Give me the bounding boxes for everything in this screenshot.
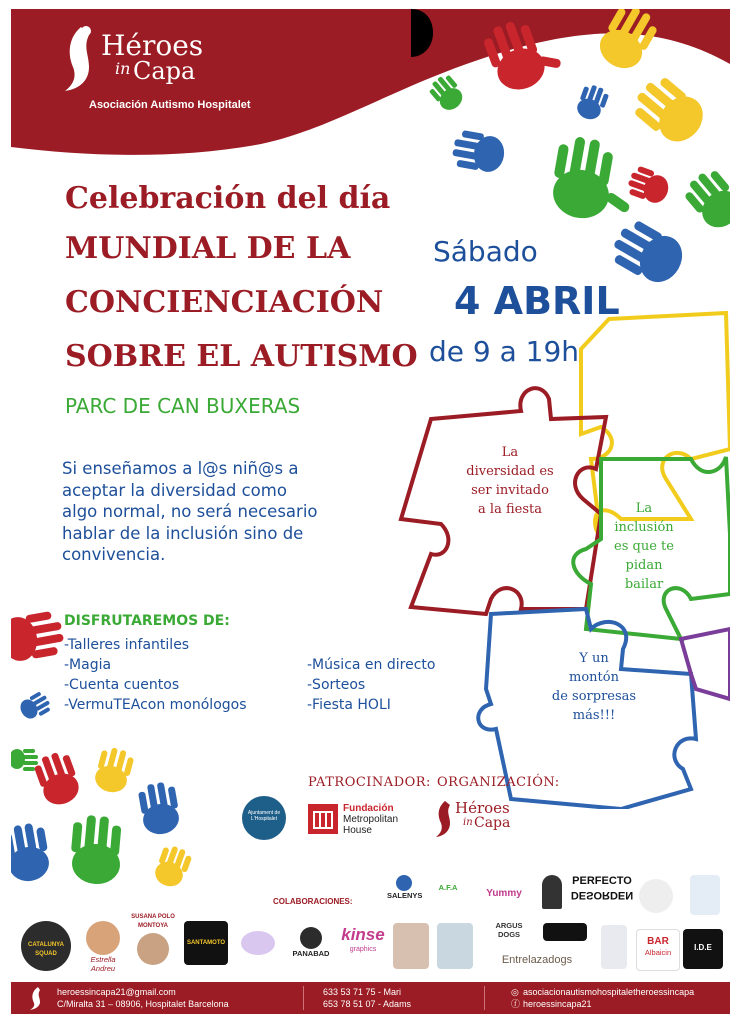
- hand-icon: [411, 9, 433, 57]
- circle-logo: [639, 879, 673, 913]
- event-date: 4 ABRIL: [454, 279, 620, 323]
- activities-heading: DISFRUTAREMOS DE:: [64, 613, 230, 629]
- headline-line-3: CONCIENCIACIÓN: [65, 285, 384, 320]
- activity-item: -Música en directo: [307, 657, 436, 673]
- activity-item: -VermuTEAcon monólogos: [64, 697, 247, 713]
- logo-association: Asociación Autismo Hospitalet: [89, 99, 251, 111]
- organizacion-label: ORGANIZACIÓN:: [437, 775, 560, 790]
- purple-logo: [241, 931, 275, 955]
- cape-icon: [433, 799, 455, 839]
- kinse-logo: kinse graphics: [341, 925, 385, 953]
- collaborations-label: COLABORACIONES:: [273, 897, 353, 906]
- salenys-logo: SALENYS: [387, 875, 421, 915]
- footer-email[interactable]: heroessincapa21@gmail.com: [57, 987, 176, 997]
- entrelazadogs-logo: Entrelazadogs: [501, 954, 573, 966]
- organizacion-logo: Héroes in Capa: [433, 795, 533, 845]
- footer-facebook[interactable]: heroessincapa21: [523, 999, 592, 1009]
- location: PARC DE CAN BUXERAS: [65, 394, 301, 418]
- headline-line-1: Celebración del día: [65, 181, 391, 216]
- logo-script: in: [115, 59, 131, 78]
- activities-col-2: [307, 655, 487, 715]
- afa-logo: A.F.A: [438, 883, 458, 892]
- cape-icon: [59, 23, 99, 93]
- patrocinador-label: PATROCINADOR:: [308, 775, 431, 790]
- footer-address: C/Miralta 31 – 08906, Hospitalet Barcelona: [57, 999, 229, 1009]
- footer-instagram[interactable]: asociacionautismohospitaletheroessincapa: [523, 987, 695, 997]
- panabad-logo: PANABAD: [286, 927, 336, 971]
- headline-line-2: MUNDIAL DE LA: [65, 231, 351, 266]
- instagram-icon: ◎: [511, 987, 519, 997]
- fundacion-icon: [308, 804, 338, 834]
- bar-albaicin-logo: BAR Albaicin: [636, 929, 680, 971]
- ide-logo: I.D.E: [683, 929, 723, 969]
- footer-phone-2: 653 78 51 07 - Adams: [323, 999, 412, 1009]
- event-time: de 9 a 19h: [429, 335, 580, 368]
- message-paragraph: Si enseñamos a l@s niñ@s a aceptar la diversidad como algo normal, no será necesario hablar de la inclusión sino de convivencia.: [62, 459, 318, 564]
- activity-item: -Cuenta cuentos: [64, 677, 180, 693]
- argus-dogs-logo: ARGUS DOGS: [495, 921, 523, 939]
- dark-logo: [543, 923, 587, 941]
- perfecto-mascot: [542, 875, 562, 909]
- shield-logo: [601, 925, 627, 969]
- logo-heroes: Héroes: [101, 29, 204, 62]
- susana-logo: SUSANA POLO MONTOYA: [129, 913, 177, 973]
- yummy-logo: Yummy: [486, 888, 522, 899]
- catalunya-squad-logo: CATALUNYA SQUAD: [21, 921, 71, 971]
- footer-bar: [11, 982, 730, 1014]
- facebook-icon: ⓕ: [511, 999, 521, 1009]
- ad-logo: [690, 875, 720, 915]
- activity-item: -Magia: [64, 657, 112, 673]
- person-photo-1: [393, 923, 429, 969]
- logo-capa: Capa: [133, 57, 196, 85]
- puzzle-piece-1-text: La diversidad es ser invitado a la fiesta: [466, 445, 554, 517]
- footer-phone-1: 633 53 71 75 - Mari: [323, 987, 402, 997]
- activity-item: -Sorteos: [307, 677, 366, 693]
- ajuntament-logo: Ajuntament de L'Hospitalet: [242, 796, 286, 840]
- estrella-logo: Estrella Andreu: [83, 921, 123, 971]
- poster-frame: [11, 9, 730, 1014]
- cape-icon: [27, 985, 47, 1011]
- puzzle-piece-3-text: Y un montón de sorpresas más!!!: [551, 651, 637, 723]
- perfecto-desorden-logo: PERFECTO DESORDEN: [570, 875, 634, 901]
- person-photo-2: [437, 923, 473, 969]
- header-logo: [59, 21, 289, 116]
- footer-divider: [303, 986, 304, 1010]
- santamoto-logo: SANTAMOTO: [184, 921, 228, 965]
- handprints-bottom: [11, 579, 211, 909]
- headline-line-4: SOBRE EL AUTISMO: [65, 339, 418, 374]
- fundacion-name: Fundación Metropolitan House: [343, 803, 399, 836]
- footer-divider: [484, 986, 485, 1010]
- event-day: Sábado: [433, 235, 538, 268]
- activity-item: -Talleres infantiles: [64, 637, 190, 653]
- puzzle-piece-2-text: La inclusión es que te pidan bailar: [614, 501, 674, 592]
- activity-item: -Fiesta HOLI: [307, 697, 391, 713]
